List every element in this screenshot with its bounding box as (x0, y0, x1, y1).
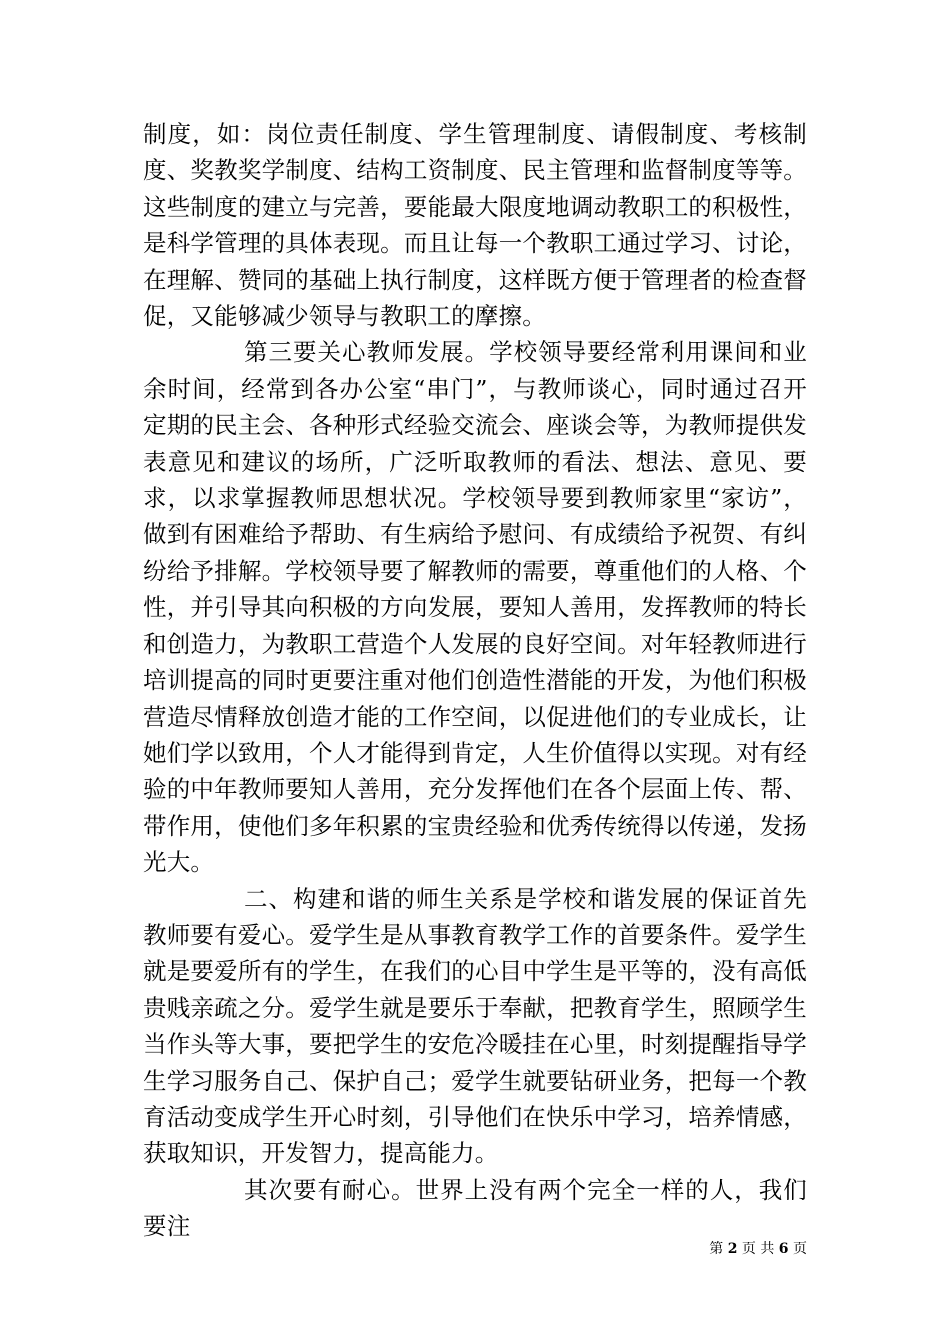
footer-middle: 页 共 (737, 1241, 779, 1257)
paragraph-patience: 其次要有耐心。世界上没有两个完全一样的人，我们要注 (143, 1175, 807, 1241)
paragraph-teacher-development: 第三要关心教师发展。学校领导要经常利用课间和业余时间，经常到各办公室“串门”，与教师谈心，同时通过召开定期的民主会、各种形式经验交流会、座谈会等，为教师提供发表意见和建议的场所，广泛听取教师的看法、想法、意见、要求，以求掌握教师思想状况。学校领导要到教师家里“家访”，做到有困难给予帮助、有生病给予慰问、有成绩给予祝贺、有纠纷给予排解。学校领导要了解教师的需要，尊重他们的人格、个性，并引导其向积极的方向发展，要知人善用，发挥教师的特长和创造力，为教职工营造个人发展的良好空间。对年轻教师进行培训提高的同时更要注重对他们创造性潜能的开发，为他们积极营造尽情释放创造才能的工作空间，以促进他们的专业成长，让她们学以致用，个人才能得到肯定，人生价值得以实现。对有经验的中年教师要知人善用，充分发挥他们在各个层面上传、帮、带作用，使他们多年积累的宝贵经验和优秀传统得以传递，发扬光大。 (143, 338, 807, 877)
current-page-number: 2 (727, 1241, 738, 1257)
footer-suffix: 页 (788, 1241, 807, 1257)
paragraph-institutions: 制度，如：岗位责任制度、学生管理制度、请假制度、考核制度、奖教奖学制度、结构工资制度、民主管理和监督制度等等。这些制度的建立与完善，要能最大限度地调动教职工的积极性，是科学管理的具体表现。而且让每一个教职工通过学习、讨论，在理解、赞同的基础上执行制度，这样既方便于管理者的检查督促，又能够减少领导与教职工的摩擦。 (143, 120, 807, 331)
page-number-footer (709, 1240, 807, 1258)
document-body (143, 116, 807, 1245)
footer-prefix: 第 (709, 1241, 728, 1257)
paragraph-teacher-student-relationship: 二、构建和谐的师生关系是学校和谐发展的保证首先教师要有爱心。爱学生是从事教育教学工作的首要条件。爱学生就是要爱所有的学生，在我们的心目中学生是平等的，没有高低贵贱亲疏之分。爱学生就是要乐于奉献，把教育学生，照顾学生当作头等大事，要把学生的安危冷暖挂在心里，时刻提醒指导学生学习服务自己、保护自己；爱学生就要钻研业务，把每一个教育活动变成学生开心时刻，引导他们在快乐中学习，培养情感，获取知识，开发智力，提高能力。 (143, 884, 807, 1168)
total-page-number: 6 (778, 1241, 789, 1257)
